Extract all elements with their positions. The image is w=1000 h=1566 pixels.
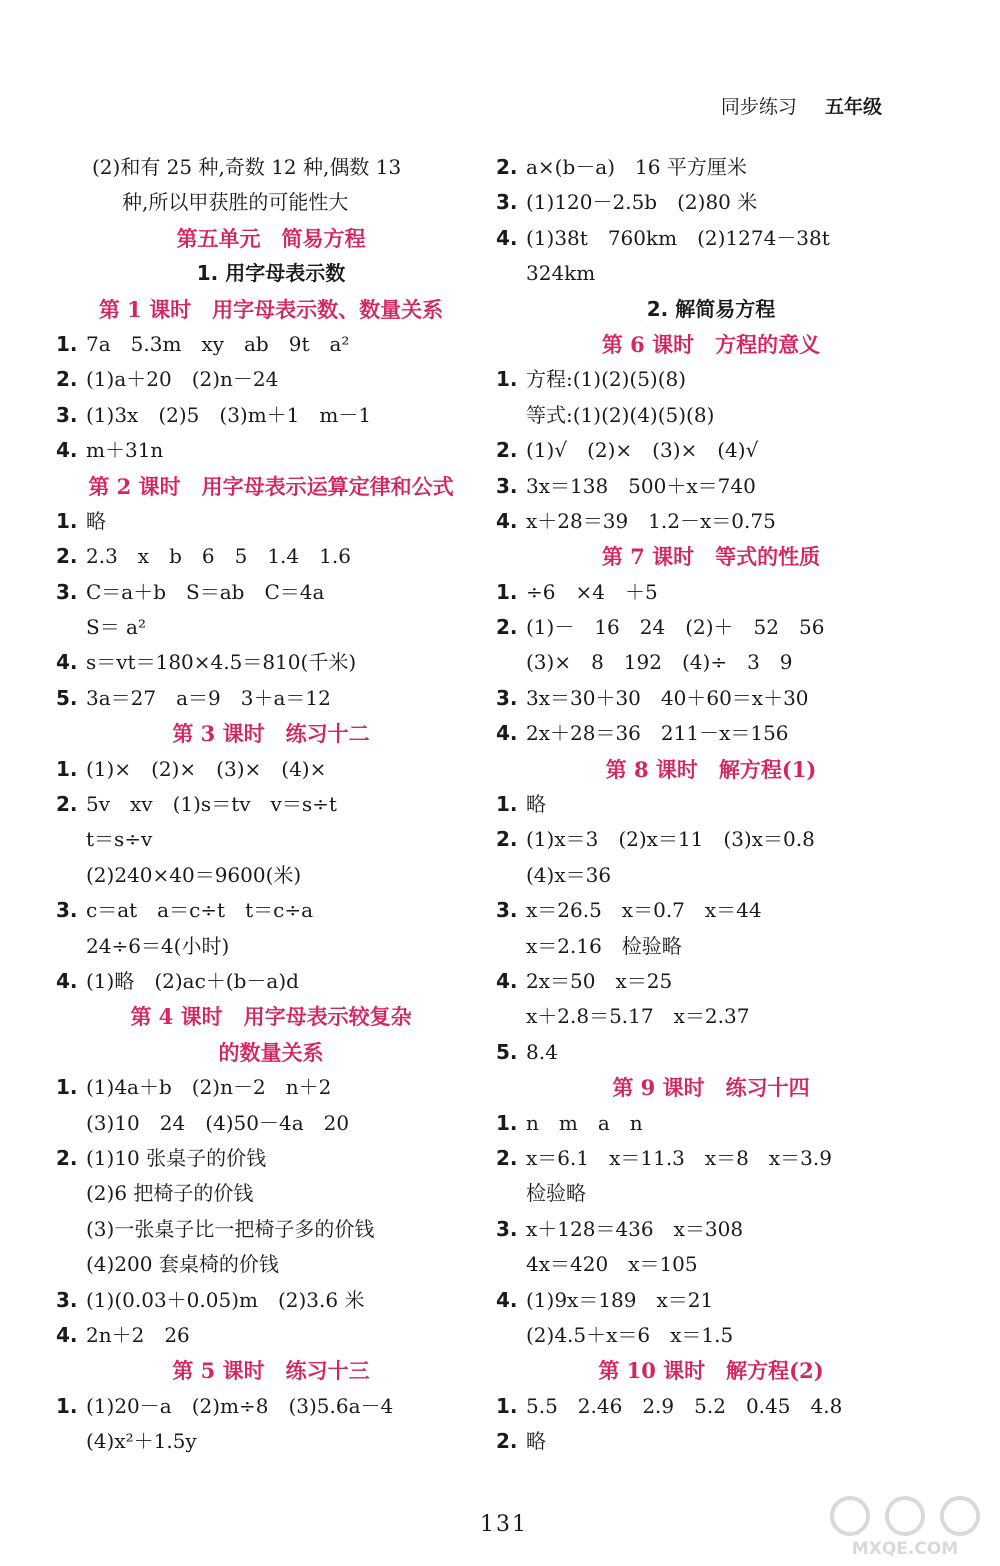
item-number: 1. [496, 367, 518, 392]
answer-item [56, 504, 486, 539]
answer-item [56, 1070, 486, 1105]
item-answer: 8.4 [526, 1039, 558, 1064]
item-number: 2. [56, 792, 78, 817]
item-answer: (1)10 张桌子的价钱 [86, 1145, 267, 1170]
item-answer: 2x＝50 x＝25 [526, 968, 673, 993]
lesson-title: 第 5 课时 练习十三 [172, 1358, 370, 1384]
item-number: 1. [56, 331, 78, 356]
item-answer: 3a＝27 a＝9 3＋a＝12 [86, 685, 331, 710]
answer-item [496, 787, 926, 822]
item-answer: (1)120－2.5b (2)80 米 [526, 190, 758, 215]
item-number: 1. [56, 1393, 78, 1418]
answer-item [56, 893, 486, 928]
answer-continuation: 4x＝420 x＝105 [526, 1252, 698, 1277]
answer-item [56, 539, 486, 574]
item-answer: 2.3 x b 6 5 1.4 1.6 [86, 544, 351, 569]
item-number: 2. [496, 438, 518, 463]
answer-item [496, 362, 926, 397]
item-answer: 略 [526, 1429, 546, 1454]
item-number: 3. [56, 579, 78, 604]
item-answer: 方程:(1)(2)(5)(8) [526, 367, 687, 392]
answer-continuation: (3)10 24 (4)50－4a 20 [86, 1110, 350, 1135]
answer-continuation: (3)一张桌子比一把椅子多的价钱 [86, 1216, 375, 1241]
item-answer: m＋31n [86, 438, 164, 463]
answer-continuation: 等式:(1)(2)(4)(5)(8) [526, 402, 715, 427]
left-column [56, 150, 486, 1459]
answer-item [56, 575, 486, 610]
answer-item [56, 1283, 486, 1318]
item-answer: 5.5 2.46 2.9 5.2 0.45 4.8 [526, 1393, 843, 1418]
item-answer: (1)a＋20 (2)n－24 [86, 367, 279, 392]
item-number: 2. [496, 827, 518, 852]
item-number: 2. [496, 1145, 518, 1170]
answer-continuation: 24÷6＝4(小时) [86, 933, 230, 958]
lesson-title: 的数量关系 [218, 1039, 324, 1065]
page-number: 131 [480, 1512, 528, 1537]
lesson-title: 第 2 课时 用字母表示运算定律和公式 [88, 473, 454, 499]
section-title: 1. 用字母表示数 [196, 261, 346, 286]
lesson-title: 第 10 课时 解方程(2) [598, 1358, 824, 1384]
lesson-title: 第 6 课时 方程的意义 [601, 331, 821, 357]
answer-item [56, 1318, 486, 1353]
answer-item [496, 716, 926, 751]
answer-item [56, 327, 486, 362]
answer-item [496, 469, 926, 504]
item-number: 3. [496, 190, 518, 215]
answer-item [496, 610, 926, 645]
lesson-title: 第 1 课时 用字母表示数、数量关系 [98, 296, 444, 322]
lesson-title: 第 7 课时 等式的性质 [601, 544, 821, 570]
item-number: 4. [56, 1322, 78, 1347]
item-answer: (1)－ 16 24 (2)＋ 52 56 [526, 615, 825, 640]
item-answer: ÷6 ×4 ＋5 [526, 579, 658, 604]
item-number: 2. [56, 367, 78, 392]
lesson-title: 第 3 课时 练习十二 [172, 721, 370, 747]
lesson-title: 第 4 课时 用字母表示较复杂 [130, 1004, 412, 1030]
answer-item [496, 964, 926, 999]
item-answer: 略 [526, 792, 546, 817]
answer-item [496, 681, 926, 716]
answer-item [496, 1212, 926, 1247]
item-number: 2. [496, 155, 518, 179]
answer-item [56, 787, 486, 822]
answer-item [496, 221, 926, 256]
answer-continuation: (2)和有 25 种,奇数 12 种,偶数 13 [92, 155, 402, 179]
item-answer: (1)(0.03＋0.05)m (2)3.6 米 [86, 1287, 365, 1312]
item-number: 4. [56, 650, 78, 675]
answer-continuation: 种,所以甲获胜的可能性大 [122, 190, 349, 215]
item-number: 4. [496, 225, 518, 250]
item-answer: (1)× (2)× (3)× (4)× [86, 756, 327, 781]
item-number: 3. [56, 898, 78, 923]
item-number: 3. [496, 1216, 518, 1241]
item-answer: (1)x＝3 (2)x＝11 (3)x＝0.8 [526, 827, 815, 852]
item-number: 1. [496, 579, 518, 604]
item-answer: (1)20－a (2)m÷8 (3)5.6a－4 [86, 1393, 394, 1418]
answer-item [496, 185, 926, 220]
item-answer: 3x＝30＋30 40＋60＝x＋30 [526, 685, 809, 710]
answer-continuation: (4)x²＋1.5y [86, 1429, 197, 1454]
right-column [496, 150, 926, 1459]
answer-continuation: (4)200 套桌椅的价钱 [86, 1252, 279, 1277]
item-number: 5. [56, 685, 78, 710]
item-number: 1. [56, 1075, 78, 1100]
answer-continuation: 检验略 [526, 1181, 586, 1206]
answer-continuation: (4)x＝36 [526, 862, 612, 887]
item-answer: x＝6.1 x＝11.3 x＝8 x＝3.9 [526, 1145, 832, 1170]
answer-item [56, 1389, 486, 1424]
answer-item [496, 1424, 926, 1459]
item-number: 1. [496, 792, 518, 817]
lesson-title: 第 9 课时 练习十四 [612, 1075, 810, 1101]
item-number: 4. [496, 968, 518, 993]
answer-item [56, 964, 486, 999]
answer-continuation: x＝2.16 检验略 [526, 933, 682, 958]
item-answer: (1)3x (2)5 (3)m＋1 m－1 [86, 402, 372, 427]
answer-item [496, 1106, 926, 1141]
answer-item [56, 362, 486, 397]
item-answer: C＝a＋b S＝ab C＝4a [86, 579, 325, 604]
item-answer: x＋28＝39 1.2－x＝0.75 [526, 508, 776, 533]
item-number: 2. [56, 1145, 78, 1170]
item-answer: 5v xv (1)s＝tv v＝s÷t [86, 792, 337, 817]
item-number: 3. [56, 1287, 78, 1312]
item-answer: (1)√ (2)× (3)× (4)√ [526, 438, 759, 463]
item-number: 2. [496, 615, 518, 640]
answer-continuation: 324km [526, 261, 596, 286]
answer-continuation: S＝ a² [86, 615, 146, 640]
answer-item [56, 433, 486, 468]
item-answer: x＝26.5 x＝0.7 x＝44 [526, 898, 762, 923]
answer-item [496, 822, 926, 857]
item-answer: 2n＋2 26 [86, 1322, 190, 1347]
answer-item [496, 1141, 926, 1176]
answer-item [496, 1389, 926, 1424]
item-answer: (1)9x＝189 x＝21 [526, 1287, 714, 1312]
answer-item [56, 752, 486, 787]
section-title: 2. 解简易方程 [646, 296, 776, 321]
answer-continuation: (2)6 把椅子的价钱 [86, 1181, 254, 1206]
item-number: 2. [56, 544, 78, 569]
answer-item [56, 681, 486, 716]
item-number: 5. [496, 1039, 518, 1064]
answer-continuation: (3)× 8 192 (4)÷ 3 9 [526, 650, 793, 675]
item-number: 3. [56, 402, 78, 427]
answer-item [496, 893, 926, 928]
answer-continuation: (2)4.5＋x＝6 x＝1.5 [526, 1322, 734, 1347]
item-answer: s＝vt＝180×4.5＝810(千米) [86, 650, 357, 675]
running-header [721, 92, 882, 119]
answer-continuation: t＝s÷v [86, 827, 153, 852]
unit-title: 第五单元 简易方程 [176, 225, 366, 251]
item-number: 4. [496, 721, 518, 746]
answer-item [56, 1141, 486, 1176]
item-answer: 7a 5.3m xy ab 9t a² [86, 331, 350, 356]
answer-item [496, 1035, 926, 1070]
answer-item [56, 645, 486, 680]
item-answer: a×(b－a) 16 平方厘米 [526, 155, 747, 179]
item-number: 3. [496, 898, 518, 923]
answer-item [56, 398, 486, 433]
item-number: 1. [496, 1393, 518, 1418]
item-number: 4. [496, 508, 518, 533]
answer-continuation: (2)240×40＝9600(米) [86, 862, 302, 887]
grade-label: 五年级 [824, 96, 882, 118]
item-number: 3. [496, 473, 518, 498]
watermark-logo [820, 1490, 990, 1560]
item-answer: x＋128＝436 x＝308 [526, 1216, 744, 1241]
item-number: 1. [56, 756, 78, 781]
book-title: 同步练习 [720, 96, 797, 118]
item-number: 4. [56, 968, 78, 993]
item-answer: (1)4a＋b (2)n－2 n＋2 [86, 1075, 332, 1100]
answer-item [496, 1283, 926, 1318]
lesson-title: 第 8 课时 解方程(1) [605, 756, 817, 782]
answer-continuation: x＋2.8＝5.17 x＝2.37 [526, 1004, 750, 1029]
item-number: 4. [56, 438, 78, 463]
item-answer: 3x＝138 500＋x＝740 [526, 473, 756, 498]
item-answer: (1)38t 760km (2)1274－38t [526, 225, 830, 250]
item-number: 1. [496, 1110, 518, 1135]
answer-item [496, 150, 926, 185]
item-answer: c＝at a＝c÷t t＝c÷a [86, 898, 314, 923]
answer-item [496, 504, 926, 539]
answer-item [496, 433, 926, 468]
answer-item [496, 575, 926, 610]
item-number: 2. [496, 1429, 518, 1454]
item-answer: (1)略 (2)ac＋(b－a)d [86, 968, 299, 993]
item-number: 3. [496, 685, 518, 710]
item-number: 4. [496, 1287, 518, 1312]
item-answer: n m a n [526, 1110, 643, 1135]
item-answer: 2x＋28＝36 211－x＝156 [526, 721, 789, 746]
item-answer: 略 [86, 508, 106, 533]
svg-text:MXQE.COM: MXQE.COM [851, 1539, 959, 1559]
item-number: 1. [56, 508, 78, 533]
